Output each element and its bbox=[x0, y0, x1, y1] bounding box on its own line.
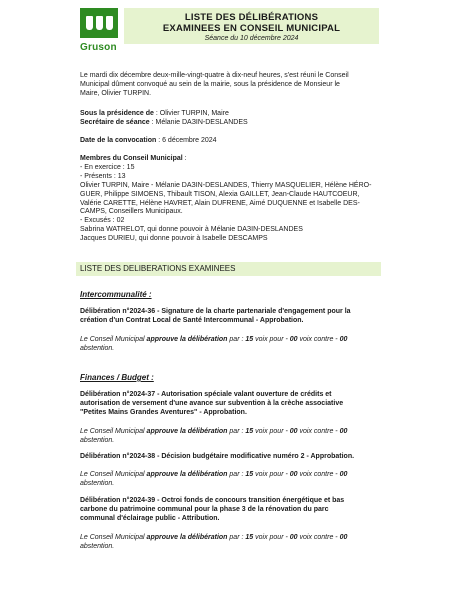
vote-text: abstention. bbox=[80, 436, 115, 444]
convocation-label: Date de la convocation bbox=[80, 137, 157, 144]
vote-2024-37 bbox=[80, 428, 380, 446]
vote-text: abstention. bbox=[80, 479, 115, 487]
deliberation-line: création d'un Contrat Local de Santé Intercommunal - Approbation. bbox=[80, 316, 304, 324]
members-list-line: GUER, Philippe SIMOENS, Thibault TISON, Alexia GAILLET, Jean-Claude HAUTCOEUR, bbox=[80, 190, 360, 198]
vote-text: Le Conseil Municipal bbox=[80, 428, 147, 435]
vote-abstention: 00 bbox=[339, 428, 348, 435]
deliberation-2024-38 bbox=[80, 453, 380, 462]
vote-text: voix contre - bbox=[297, 471, 340, 478]
vote-pour: 15 bbox=[245, 471, 254, 478]
vote-text: abstention. bbox=[80, 542, 115, 550]
vote-contre: 00 bbox=[289, 336, 298, 343]
vote-pour: 15 bbox=[245, 534, 254, 541]
logo-text: Gruson bbox=[80, 42, 117, 53]
vote-text: par : bbox=[227, 471, 246, 478]
vote-abstention: 00 bbox=[339, 471, 348, 478]
vote-contre: 00 bbox=[289, 471, 298, 478]
vote-text: voix pour - bbox=[253, 471, 290, 478]
deliberation-2024-39 bbox=[80, 497, 380, 524]
vote-text: voix pour - bbox=[253, 428, 290, 435]
vote-text: Le Conseil Municipal bbox=[80, 336, 147, 343]
session-date: Séance du 10 décembre 2024 bbox=[204, 35, 299, 42]
intro-line: Le mardi dix décembre deux-mille-vingt-quatre à dix-neuf heures, s'est réuni le Conseil bbox=[80, 72, 349, 79]
intro-paragraph bbox=[80, 72, 380, 99]
vote-decision: approuve la délibération bbox=[146, 428, 228, 435]
presents: - Présents : 13 bbox=[80, 172, 126, 180]
deliberation-2024-37 bbox=[80, 391, 380, 418]
members-list-line: Olivier TURPIN, Maire - Mélanie DAЗIN-DESLANDES, Thierry MASQUELIER, Hélène HÉRO- bbox=[80, 181, 372, 189]
vote-text: Le Conseil Municipal bbox=[80, 471, 147, 478]
deliberation-line: Délibération n°2024-38 - Décision budgétaire modificative numéro 2 - Approbation. bbox=[80, 453, 355, 460]
vote-text: voix contre - bbox=[297, 428, 340, 435]
secretaire-label: Secrétaire de séance bbox=[80, 119, 150, 126]
vote-2024-38 bbox=[80, 471, 380, 489]
vote-contre: 00 bbox=[289, 534, 298, 541]
vote-contre: 00 bbox=[289, 428, 298, 435]
deliberation-line: "Petites Mains Grandes Aventures" - Approbation. bbox=[80, 408, 247, 416]
excuse-line: Sabrina WATRELOT, qui donne pouvoir à Mélanie DAЗIN-DESLANDES bbox=[80, 226, 303, 234]
secretaire-line bbox=[80, 119, 380, 128]
members-list-line: Valérie CARETTE, Hélène HAVRET, Alain DUFRENE, Aimé DUQUENNE et Isabelle DES- bbox=[80, 199, 360, 207]
intro-line: Maire, Olivier TURPIN. bbox=[80, 89, 152, 97]
vote-decision: approuve la délibération bbox=[146, 336, 228, 343]
deliberation-line: carbone du patrimoine communal pour la phase 3 de la rénovation du parc bbox=[80, 505, 329, 513]
vote-2024-36 bbox=[80, 336, 380, 354]
vote-text: Le Conseil Municipal bbox=[80, 534, 147, 541]
vote-text: voix pour - bbox=[253, 534, 290, 541]
presidence-line bbox=[80, 110, 380, 119]
document-title-box bbox=[124, 8, 379, 44]
excuses: - Excusés : 02 bbox=[80, 217, 125, 225]
membres-block bbox=[80, 155, 380, 244]
deliberation-line: autorisation de versement d'une avance sur subvention à la crèche associative bbox=[80, 399, 344, 407]
deliberation-line: Délibération n°2024-39 - Octroi fonds de concours transition énergétique et bas bbox=[80, 497, 345, 504]
vote-2024-39 bbox=[80, 534, 380, 552]
vote-abstention: 00 bbox=[339, 534, 348, 541]
membres-label: Membres du Conseil Municipal bbox=[80, 155, 183, 162]
vote-decision: approuve la délibération bbox=[146, 471, 228, 478]
vote-text: par : bbox=[227, 428, 246, 435]
vote-pour: 15 bbox=[245, 428, 254, 435]
deliberation-line: communal d'éclairage public - Attribution. bbox=[80, 514, 220, 522]
vote-text: abstention. bbox=[80, 344, 115, 352]
deliberation-line: Délibération n°2024-37 - Autorisation spéciale valant ouverture de crédits et bbox=[80, 391, 332, 398]
presidence-label: Sous la présidence de bbox=[80, 110, 154, 117]
category-intercommunalite: Intercommunalité : bbox=[80, 290, 152, 299]
excuse-line: Jacques DURIEU, qui donne pouvoir à Isabelle DESCAMPS bbox=[80, 235, 268, 243]
vote-abstention: 00 bbox=[339, 336, 348, 343]
vote-text: par : bbox=[227, 336, 246, 343]
convocation-value: : 6 décembre 2024 bbox=[156, 137, 217, 144]
members-list-line: CAMPS, Conseillers Municipaux. bbox=[80, 208, 183, 216]
vote-decision: approuve la délibération bbox=[146, 534, 228, 541]
vote-pour: 15 bbox=[245, 336, 254, 343]
gruson-logo bbox=[80, 8, 120, 53]
deliberation-2024-36 bbox=[80, 308, 380, 326]
vote-text: voix contre - bbox=[297, 534, 340, 541]
convocation-line bbox=[80, 137, 380, 146]
vote-text: par : bbox=[227, 534, 246, 541]
deliberation-line: Délibération n°2024-36 - Signature de la charte partenariale d'engagement pour la bbox=[80, 308, 351, 315]
membres-colon: : bbox=[182, 155, 187, 162]
intro-line: Municipal dûment convoqué au sein de la mairie, sous la présidence de Monsieur le bbox=[80, 80, 340, 88]
logo-emblem bbox=[80, 8, 118, 38]
vote-text: voix contre - bbox=[297, 336, 340, 343]
secretaire-value: : Mélanie DAЗIN-DESLANDES bbox=[149, 119, 248, 126]
presidence-value: : Olivier TURPIN, Maire bbox=[153, 110, 229, 117]
vote-text: voix pour - bbox=[253, 336, 290, 343]
en-exercice: - En exercice : 15 bbox=[80, 163, 135, 171]
title-line-2: EXAMINEES EN CONSEIL MUNICIPAL bbox=[162, 23, 341, 34]
category-finances: Finances / Budget : bbox=[80, 373, 154, 382]
title-line-1: LISTE DES DÉLIBÉRATIONS bbox=[184, 12, 319, 23]
section-title: LISTE DES DELIBERATIONS EXAMINEES bbox=[76, 262, 381, 276]
